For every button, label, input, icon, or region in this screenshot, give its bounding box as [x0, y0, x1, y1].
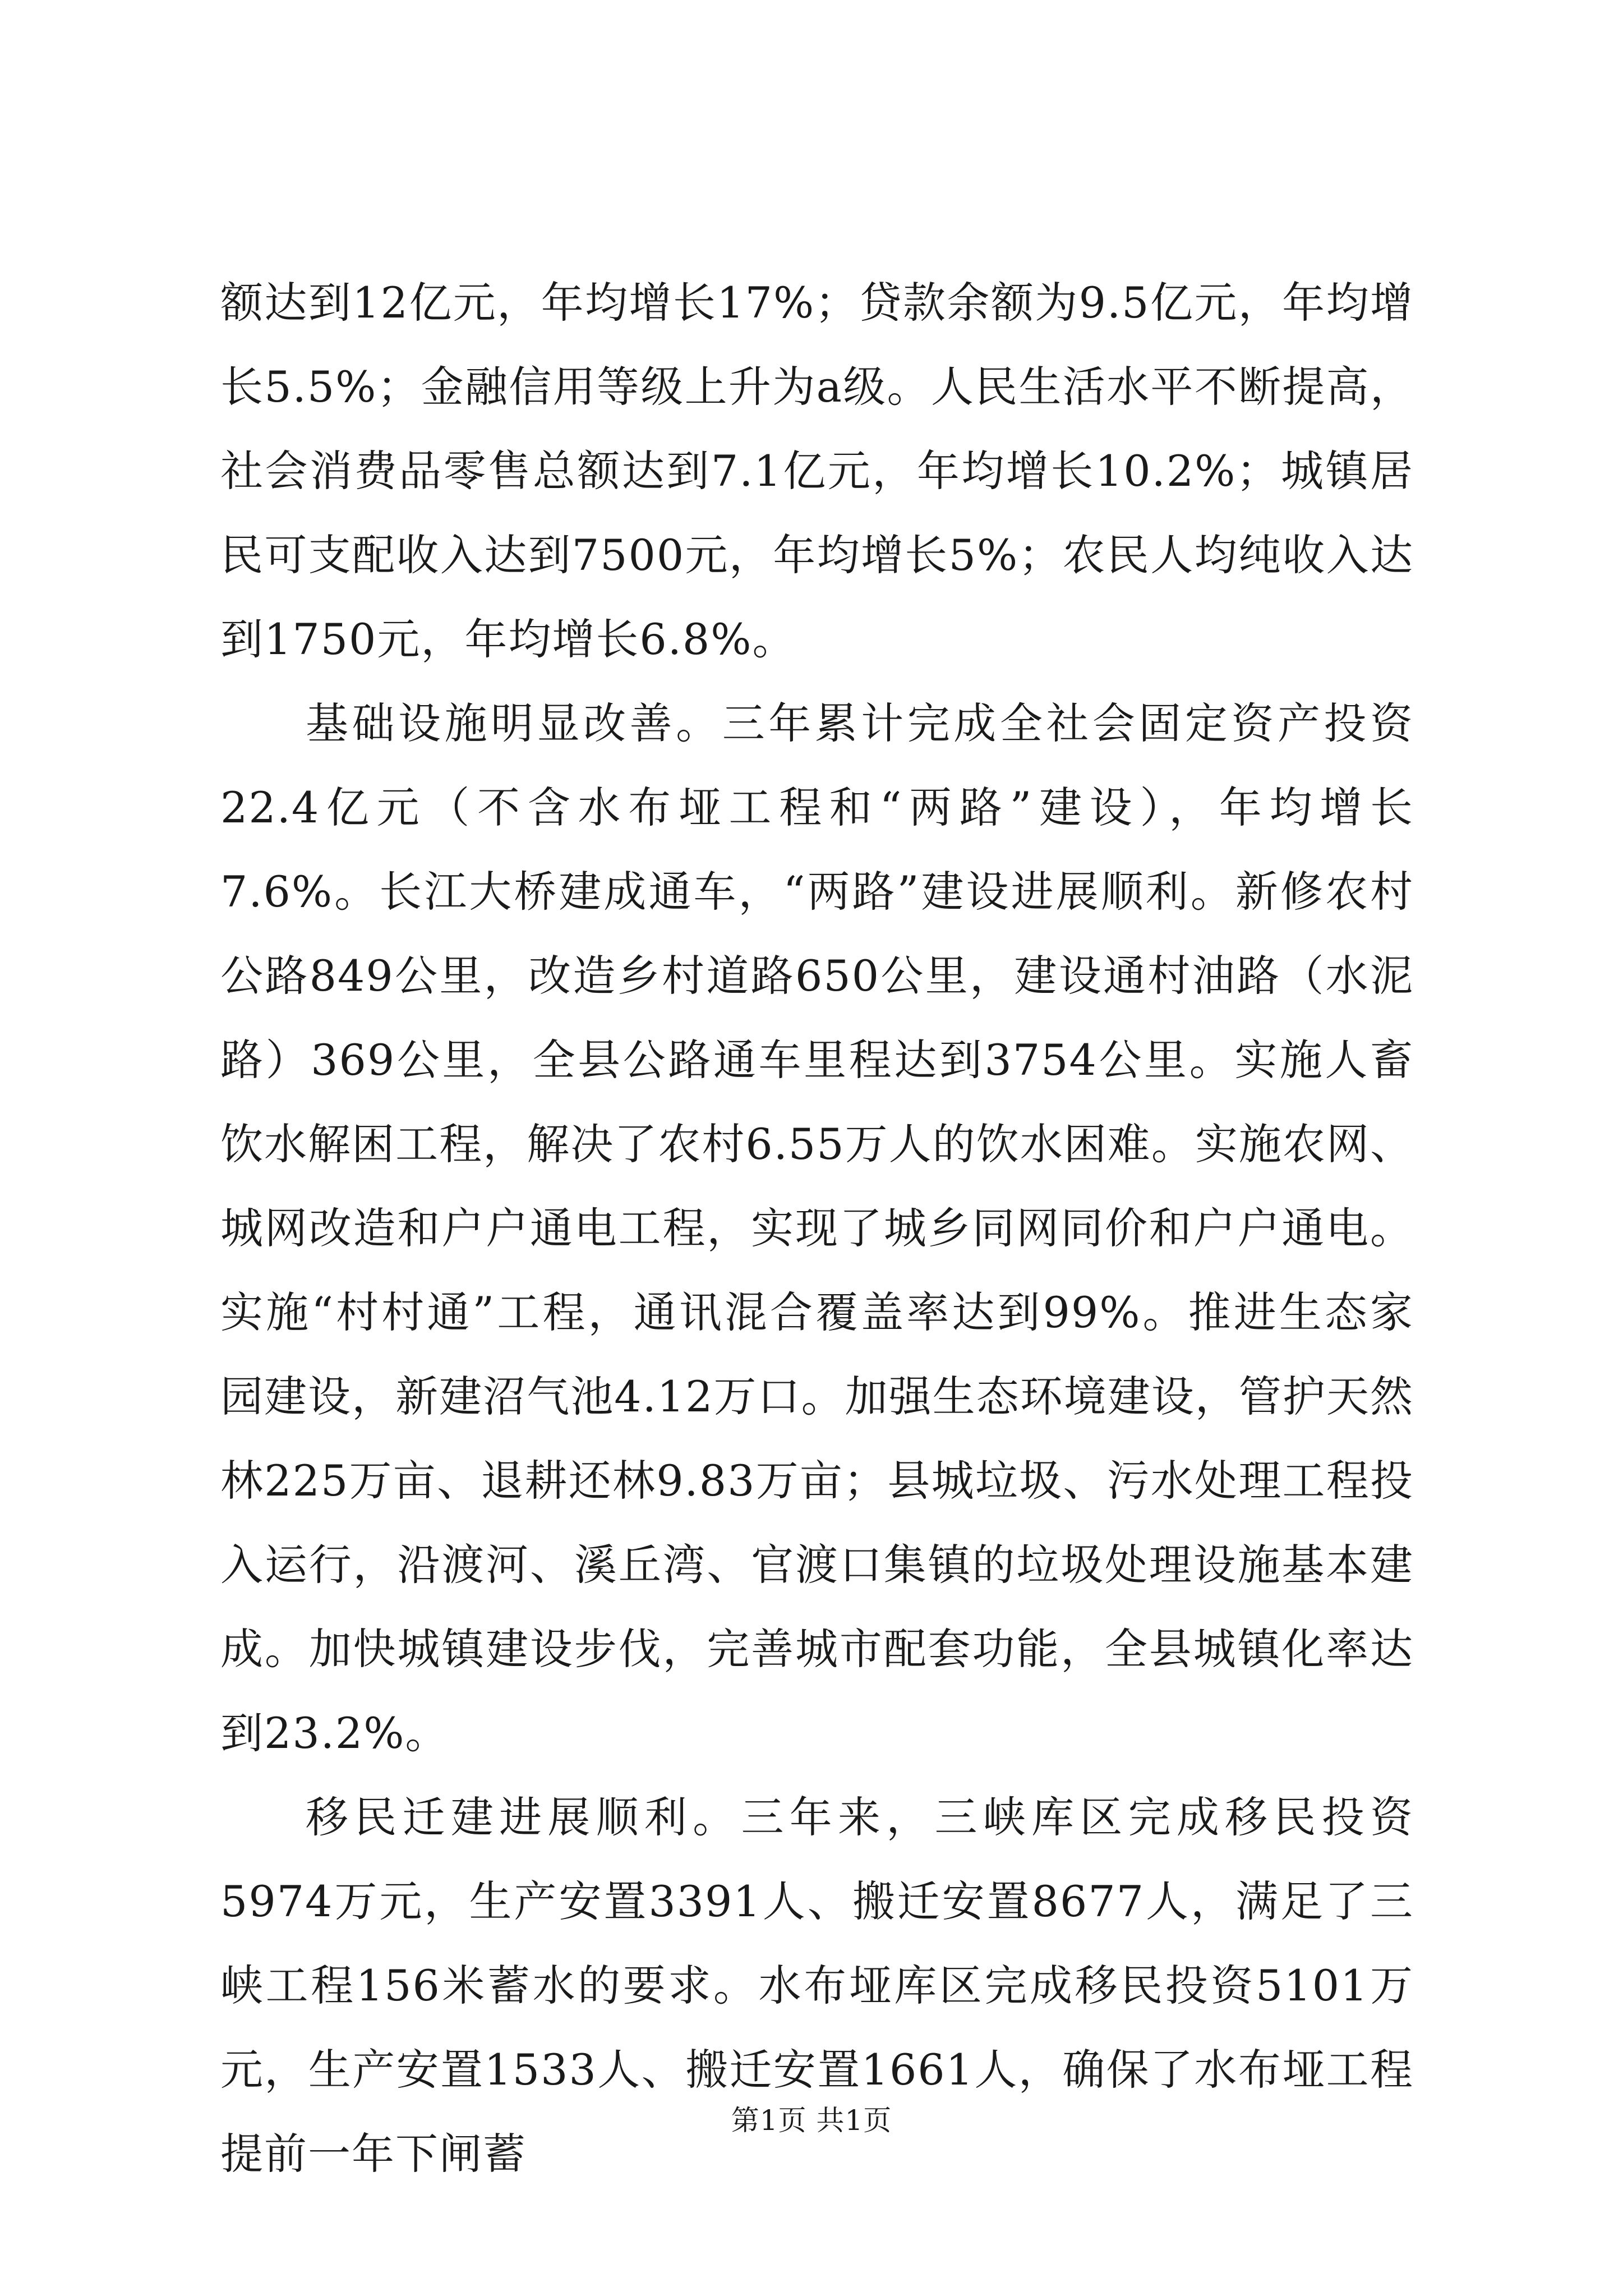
document-body: [220, 261, 1414, 2196]
page-number-footer: 第1页 共1页: [731, 2104, 892, 2137]
paragraph-resettlement: 移民迁建进展顺利。三年来，三峡库区完成移民投资5974万元，生产安置3391人、搬迁安置8677人，满足了三峡工程156米蓄水的要求。水布垭库区完成移民投资5101万元，生产安置1533人、搬迁安置1661人，确保了水布垭工程提前一年下闸蓄: [220, 1792, 1414, 2179]
paragraph-infrastructure: 基础设施明显改善。三年累计完成全社会固定资产投资22.4亿元（不含水布垭工程和“两路”建设），年均增长7.6%。长江大桥建成通车，“两路”建设进展顺利。新修农村公路849公里，改造乡村道路650公里，建设通村油路（水泥路）369公里，全县公路通车里程达到3754公里。实施人畜饮水解困工程，解决了农村6.55万人的饮水困难。实施农网、城网改造和户户通电工程，实现了城乡同网同价和户户通电。实施“村村通”工程，通讯混合覆盖率达到99%。推进生态家园建设，新建沼气池4.12万口。加强生态环境建设，管护天然林225万亩、退耕还林9.83万亩；县城垃圾、污水处理工程投入运行，沿渡河、溪丘湾、官渡口集镇的垃圾处理设施基本建成。加快城镇建设步伐，完善城市配套功能，全县城镇化率达到23.2%。: [220, 698, 1414, 1758]
paragraph-finance-income: 额达到12亿元，年均增长17%；贷款余额为9.5亿元，年均增长5.5%；金融信用等级上升为a级。人民生活水平不断提高，社会消费品零售总额达到7.1亿元，年均增长10.2%；城镇居民可支配收入达到7500元，年均增长5%；农民人均纯收入达到1750元，年均增长6.8%。: [220, 278, 1414, 664]
